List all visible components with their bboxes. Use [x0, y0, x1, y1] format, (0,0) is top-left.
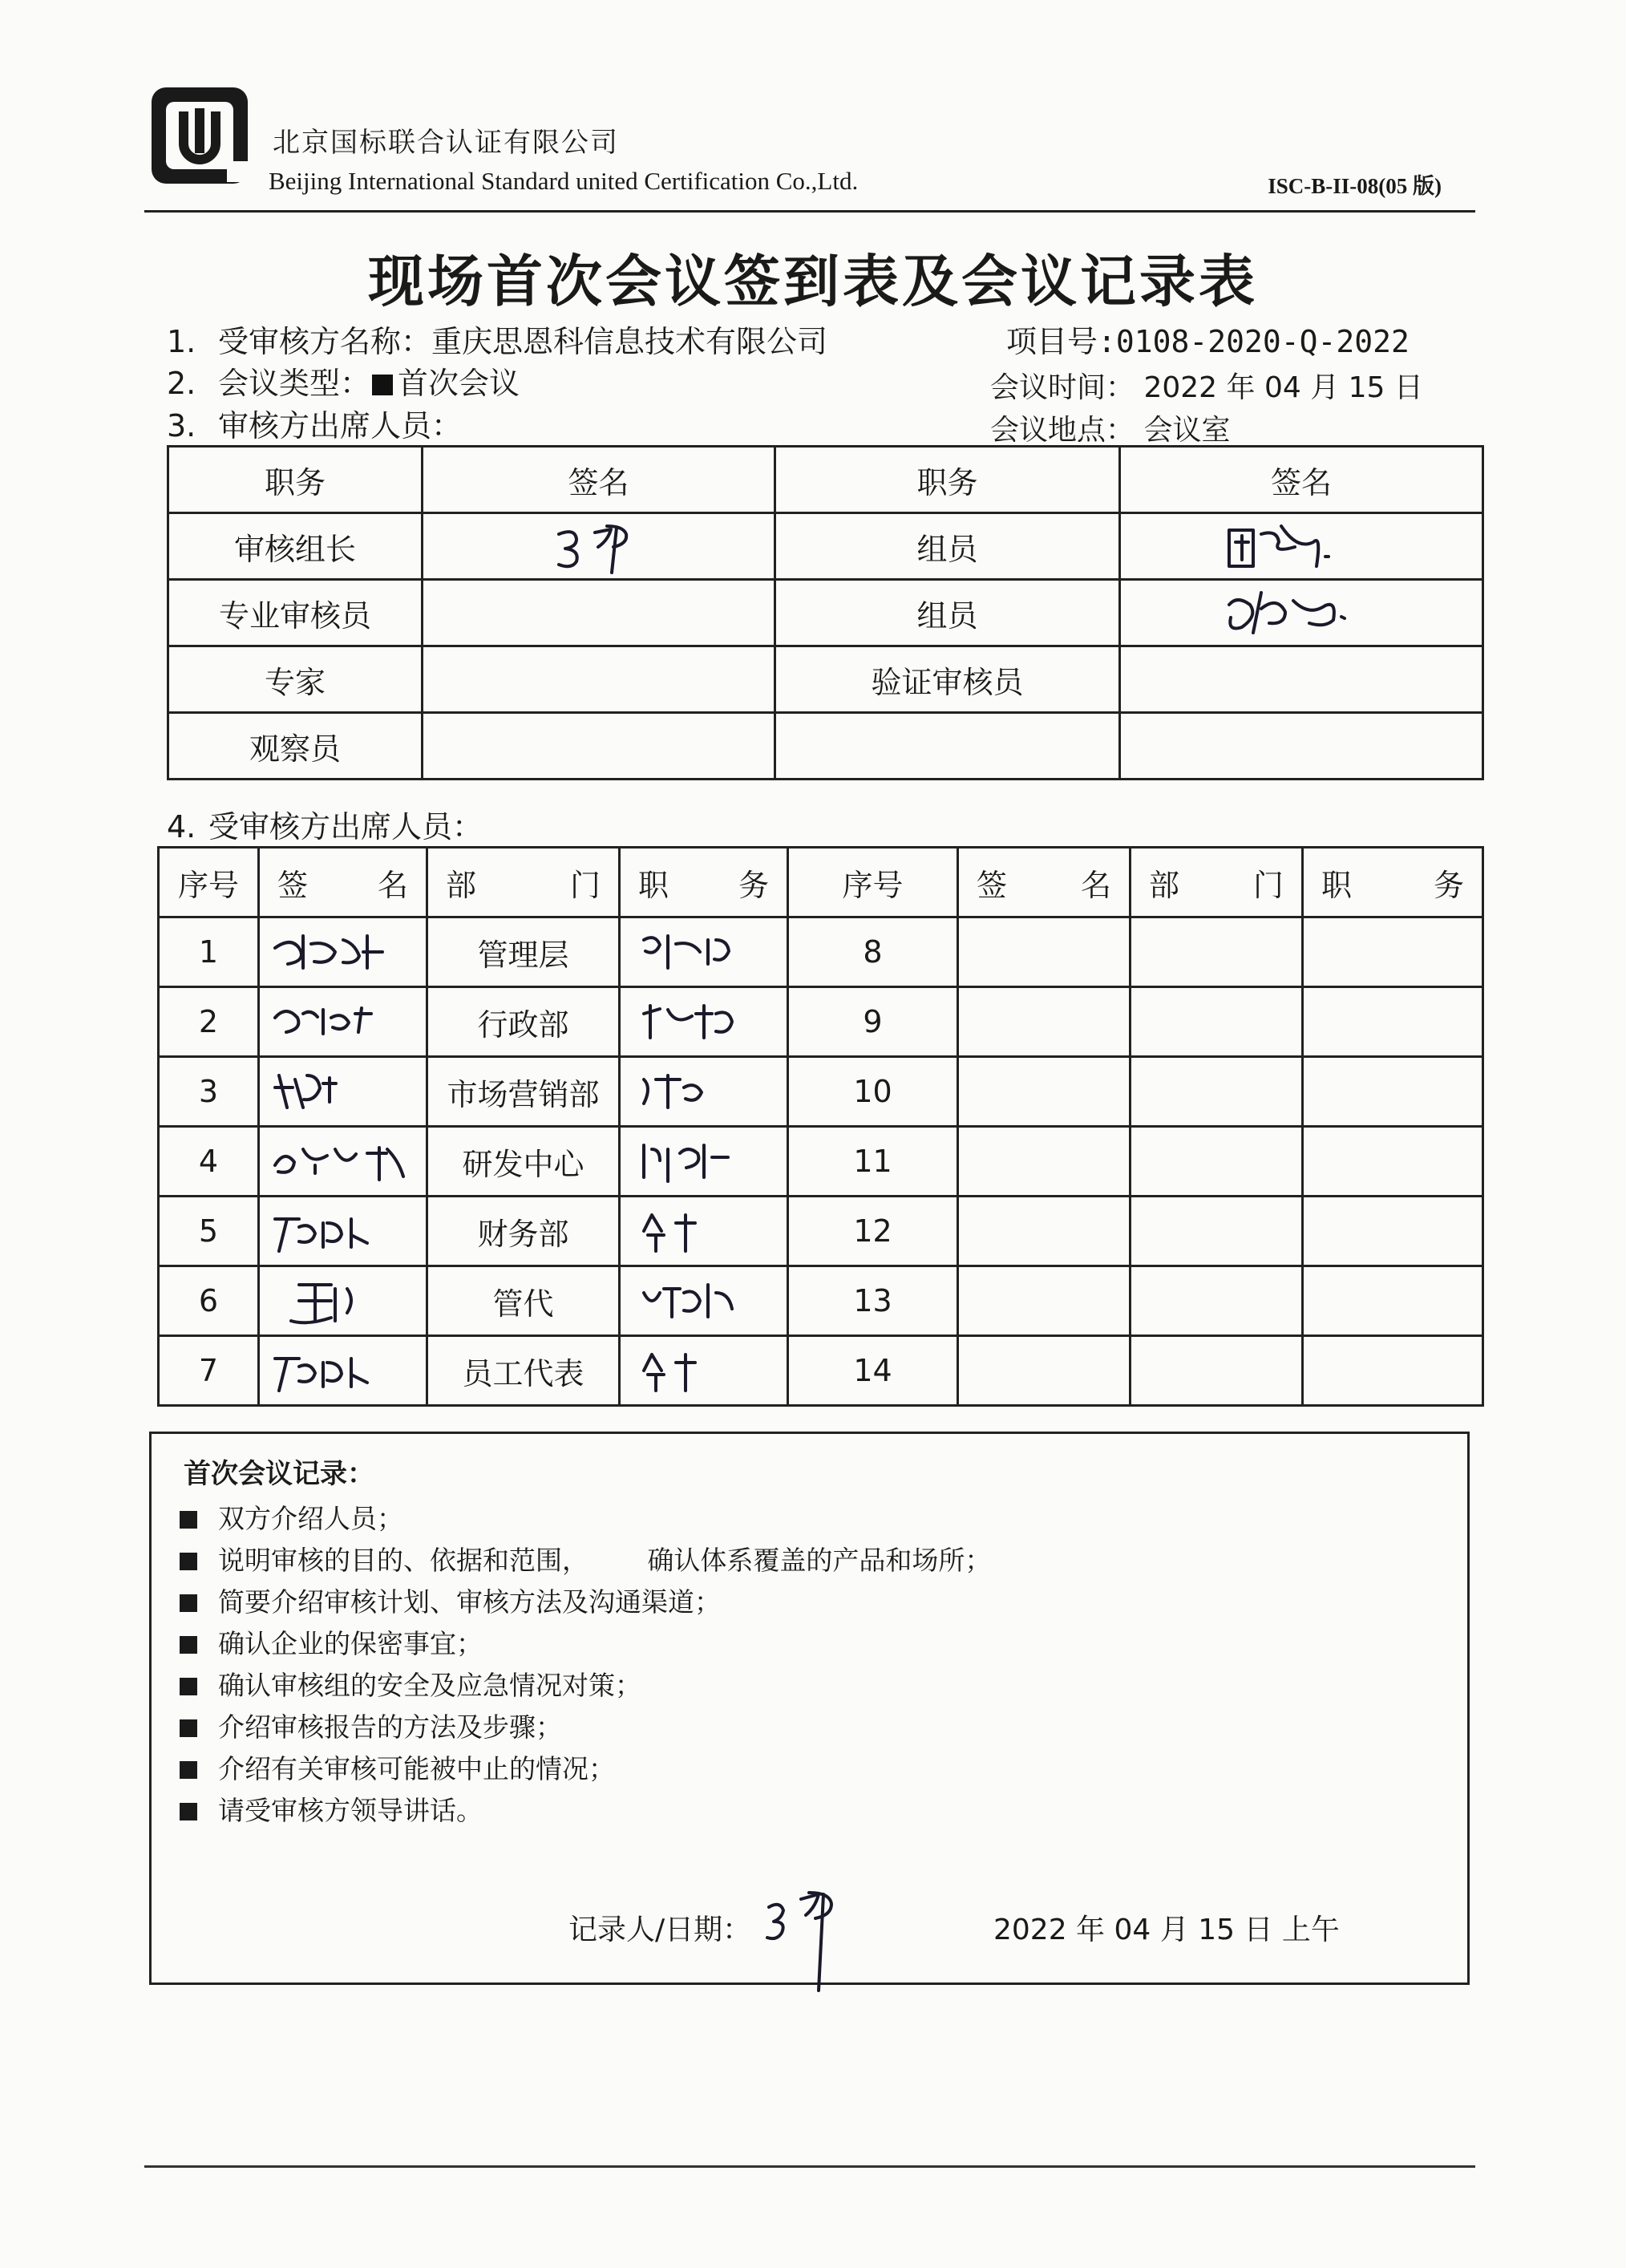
- post-cell: [1303, 1197, 1483, 1266]
- item-number: 1.: [167, 324, 196, 359]
- dept-cell: [1131, 917, 1303, 987]
- table-row: [159, 1197, 1483, 1266]
- handwritten-signature: [267, 1063, 419, 1120]
- table-row: [168, 646, 1483, 713]
- item-number: 4.: [167, 809, 196, 844]
- signature-cell: [1120, 646, 1483, 713]
- record-date: 2022 年 04 月 15 日 上午: [993, 1914, 1340, 1946]
- post-cell: [620, 1197, 788, 1266]
- auditor-attendance-table: [167, 445, 1484, 780]
- post-cell: [620, 1266, 788, 1336]
- table-row: [168, 513, 1483, 580]
- company-name-en: Beijing International Standard united Certification Co.,Ltd.: [269, 167, 859, 195]
- checked-box-icon: [372, 375, 393, 395]
- table-row: [159, 1057, 1483, 1127]
- bullet-square-icon: [180, 1553, 197, 1570]
- table-row: [159, 1336, 1483, 1406]
- header-post: 职 务: [620, 848, 788, 917]
- meeting-time: 会议时间： 2022 年 04 月 15 日: [990, 371, 1423, 404]
- handwritten-signature: [519, 518, 679, 574]
- meeting-minutes-box: [149, 1432, 1470, 1985]
- signature-cell: [1120, 713, 1483, 780]
- dept-cell: [1131, 1197, 1303, 1266]
- header-name: 签 名: [958, 848, 1131, 917]
- signature-cell: [958, 1266, 1131, 1336]
- minutes-list: [180, 1498, 991, 1832]
- handwritten-signature: [267, 1133, 419, 1189]
- header-role: 职务: [775, 447, 1120, 513]
- header-post: 职 务: [1303, 848, 1483, 917]
- signature-cell: [958, 1197, 1131, 1266]
- dept-cell: [1131, 1057, 1303, 1127]
- auditor-attendees-line: [167, 401, 462, 445]
- role-cell: 组员: [775, 513, 1120, 580]
- seq-cell: 12: [788, 1197, 958, 1266]
- header-role: 职务: [168, 447, 423, 513]
- post-cell: [1303, 1127, 1483, 1197]
- seq-cell: 5: [159, 1197, 259, 1266]
- signature-cell: [958, 987, 1131, 1057]
- table-header-row: [159, 848, 1483, 917]
- role-cell: 审核组长: [168, 513, 423, 580]
- post-cell: [620, 1336, 788, 1406]
- signature-cell: [259, 1057, 427, 1127]
- post-cell: [1303, 987, 1483, 1057]
- bullet-square-icon: [180, 1636, 197, 1654]
- post-cell: [1303, 917, 1483, 987]
- post-cell: [620, 917, 788, 987]
- company-name-cn: 北京国标联合认证有限公司: [273, 127, 619, 159]
- post-cell: [1303, 1336, 1483, 1406]
- header-name: 签 名: [259, 848, 427, 917]
- handwritten-signature: [267, 994, 419, 1050]
- meeting-place: 会议地点： 会议室: [990, 414, 1231, 447]
- header-seq: 序号: [159, 848, 259, 917]
- signature-cell: [958, 1057, 1131, 1127]
- bullet-square-icon: [180, 1594, 197, 1612]
- seq-cell: 10: [788, 1057, 958, 1127]
- handwritten-post: [636, 1273, 772, 1329]
- seq-cell: 3: [159, 1057, 259, 1127]
- post-cell: [620, 987, 788, 1057]
- handwritten-post: [636, 1343, 772, 1399]
- role-cell: 组员: [775, 580, 1120, 646]
- seq-cell: 8: [788, 917, 958, 987]
- bullet-square-icon: [180, 1678, 197, 1695]
- seq-cell: 7: [159, 1336, 259, 1406]
- handwritten-post: [636, 994, 772, 1050]
- auditee-attendees-line: [167, 802, 483, 846]
- seq-cell: 13: [788, 1266, 958, 1336]
- bullet-square-icon: [180, 1719, 197, 1737]
- header-seq: 序号: [788, 848, 958, 917]
- handwritten-post: [636, 1203, 772, 1259]
- dept-cell: [1131, 1127, 1303, 1197]
- table-row: [168, 580, 1483, 646]
- list-item: 确认企业的保密事宜；: [180, 1623, 991, 1665]
- dept-cell: 员工代表: [427, 1336, 620, 1406]
- bullet-square-icon: [180, 1803, 197, 1820]
- list-item: 简要介绍审核计划、审核方法及沟通渠道；: [180, 1582, 991, 1623]
- list-item: 说明审核的目的、依据和范围， 确认体系覆盖的产品和场所；: [180, 1540, 991, 1582]
- signature-cell: [259, 1336, 427, 1406]
- dept-cell: 行政部: [427, 987, 620, 1057]
- auditee-name: 受审核方名称：重庆思恩科信息技术有限公司: [218, 324, 828, 359]
- list-item: 双方介绍人员；: [180, 1498, 991, 1540]
- signature-cell: [259, 987, 427, 1057]
- dept-cell: 财务部: [427, 1197, 620, 1266]
- handwritten-post: [636, 1063, 772, 1120]
- role-cell: 专业审核员: [168, 580, 423, 646]
- meeting-type-label: 会议类型：: [218, 366, 371, 401]
- meeting-type-value: 首次会议: [398, 366, 520, 401]
- handwritten-signature: [267, 1343, 419, 1399]
- seq-cell: 11: [788, 1127, 958, 1197]
- role-cell: 专家: [168, 646, 423, 713]
- item-number: 2.: [167, 366, 196, 401]
- signature-cell: [259, 1197, 427, 1266]
- dept-cell: 管理层: [427, 917, 620, 987]
- header-signature: 签名: [1120, 447, 1483, 513]
- seq-cell: 2: [159, 987, 259, 1057]
- signature-cell: [1120, 580, 1483, 646]
- list-item: 确认审核组的安全及应急情况对策；: [180, 1665, 991, 1707]
- bullet-square-icon: [180, 1761, 197, 1779]
- form-code: ISC-B-II-08(05 版): [1268, 174, 1442, 198]
- dept-cell: 市场营销部: [427, 1057, 620, 1127]
- company-logo-icon: [148, 84, 251, 187]
- handwritten-signature: [1213, 518, 1389, 574]
- recorder-signature: [761, 1883, 865, 2003]
- dept-cell: [1131, 987, 1303, 1057]
- dept-cell: 管代: [427, 1266, 620, 1336]
- list-item: 介绍有关审核可能被中止的情况；: [180, 1748, 991, 1790]
- signature-cell: [958, 1336, 1131, 1406]
- handwritten-post: [636, 924, 772, 980]
- role-cell: [775, 713, 1120, 780]
- handwritten-post: [636, 1133, 772, 1189]
- table-row: [159, 917, 1483, 987]
- item-number: 3.: [167, 408, 196, 443]
- post-cell: [620, 1127, 788, 1197]
- auditee-attendees-label: 受审核方出席人员：: [208, 809, 483, 844]
- signature-cell: [958, 1127, 1131, 1197]
- list-item: 请受审核方领导讲话。: [180, 1790, 991, 1832]
- handwritten-signature: [267, 1273, 419, 1329]
- auditee-name-line: [167, 317, 827, 361]
- header-dept: 部 门: [427, 848, 620, 917]
- role-cell: 观察员: [168, 713, 423, 780]
- bullet-square-icon: [180, 1511, 197, 1529]
- auditor-attendees-label: 审核方出席人员：: [218, 408, 463, 443]
- footer-divider: [144, 2165, 1475, 2168]
- signature-cell: [259, 1266, 427, 1336]
- signature-cell: [423, 513, 775, 580]
- signature-cell: [1120, 513, 1483, 580]
- handwritten-signature: [267, 924, 419, 980]
- meeting-type-line: [167, 358, 520, 403]
- auditee-table-body: [159, 917, 1483, 1406]
- seq-cell: 14: [788, 1336, 958, 1406]
- handwritten-signature: [1213, 585, 1389, 641]
- signature-cell: [259, 1127, 427, 1197]
- seq-cell: 1: [159, 917, 259, 987]
- signature-cell: [423, 580, 775, 646]
- dept-cell: [1131, 1266, 1303, 1336]
- seq-cell: 9: [788, 987, 958, 1057]
- table-row: [168, 713, 1483, 780]
- list-item: 介绍审核报告的方法及步骤；: [180, 1707, 991, 1748]
- project-number: 项目号:0108-2020-Q-2022: [1006, 324, 1410, 359]
- role-cell: 验证审核员: [775, 646, 1120, 713]
- table-header-row: [168, 447, 1483, 513]
- table-row: [159, 1127, 1483, 1197]
- page-title: 现场首次会议签到表及会议记录表: [368, 249, 1258, 314]
- table-row: [159, 1266, 1483, 1336]
- dept-cell: 研发中心: [427, 1127, 620, 1197]
- signature-cell: [259, 917, 427, 987]
- seq-cell: 6: [159, 1266, 259, 1336]
- table-row: [159, 987, 1483, 1057]
- auditee-attendance-table: [157, 846, 1484, 1407]
- seq-cell: 4: [159, 1127, 259, 1197]
- dept-cell: [1131, 1336, 1303, 1406]
- post-cell: [620, 1057, 788, 1127]
- post-cell: [1303, 1266, 1483, 1336]
- signature-cell: [423, 646, 775, 713]
- recorder-label: 记录人/日期：: [568, 1914, 752, 1946]
- post-cell: [1303, 1057, 1483, 1127]
- header-signature: 签名: [423, 447, 775, 513]
- signature-cell: [423, 713, 775, 780]
- header-divider: [144, 210, 1475, 213]
- handwritten-signature: [267, 1203, 419, 1259]
- signature-cell: [958, 917, 1131, 987]
- header-dept: 部 门: [1131, 848, 1303, 917]
- minutes-title: 首次会议记录：: [184, 1458, 374, 1490]
